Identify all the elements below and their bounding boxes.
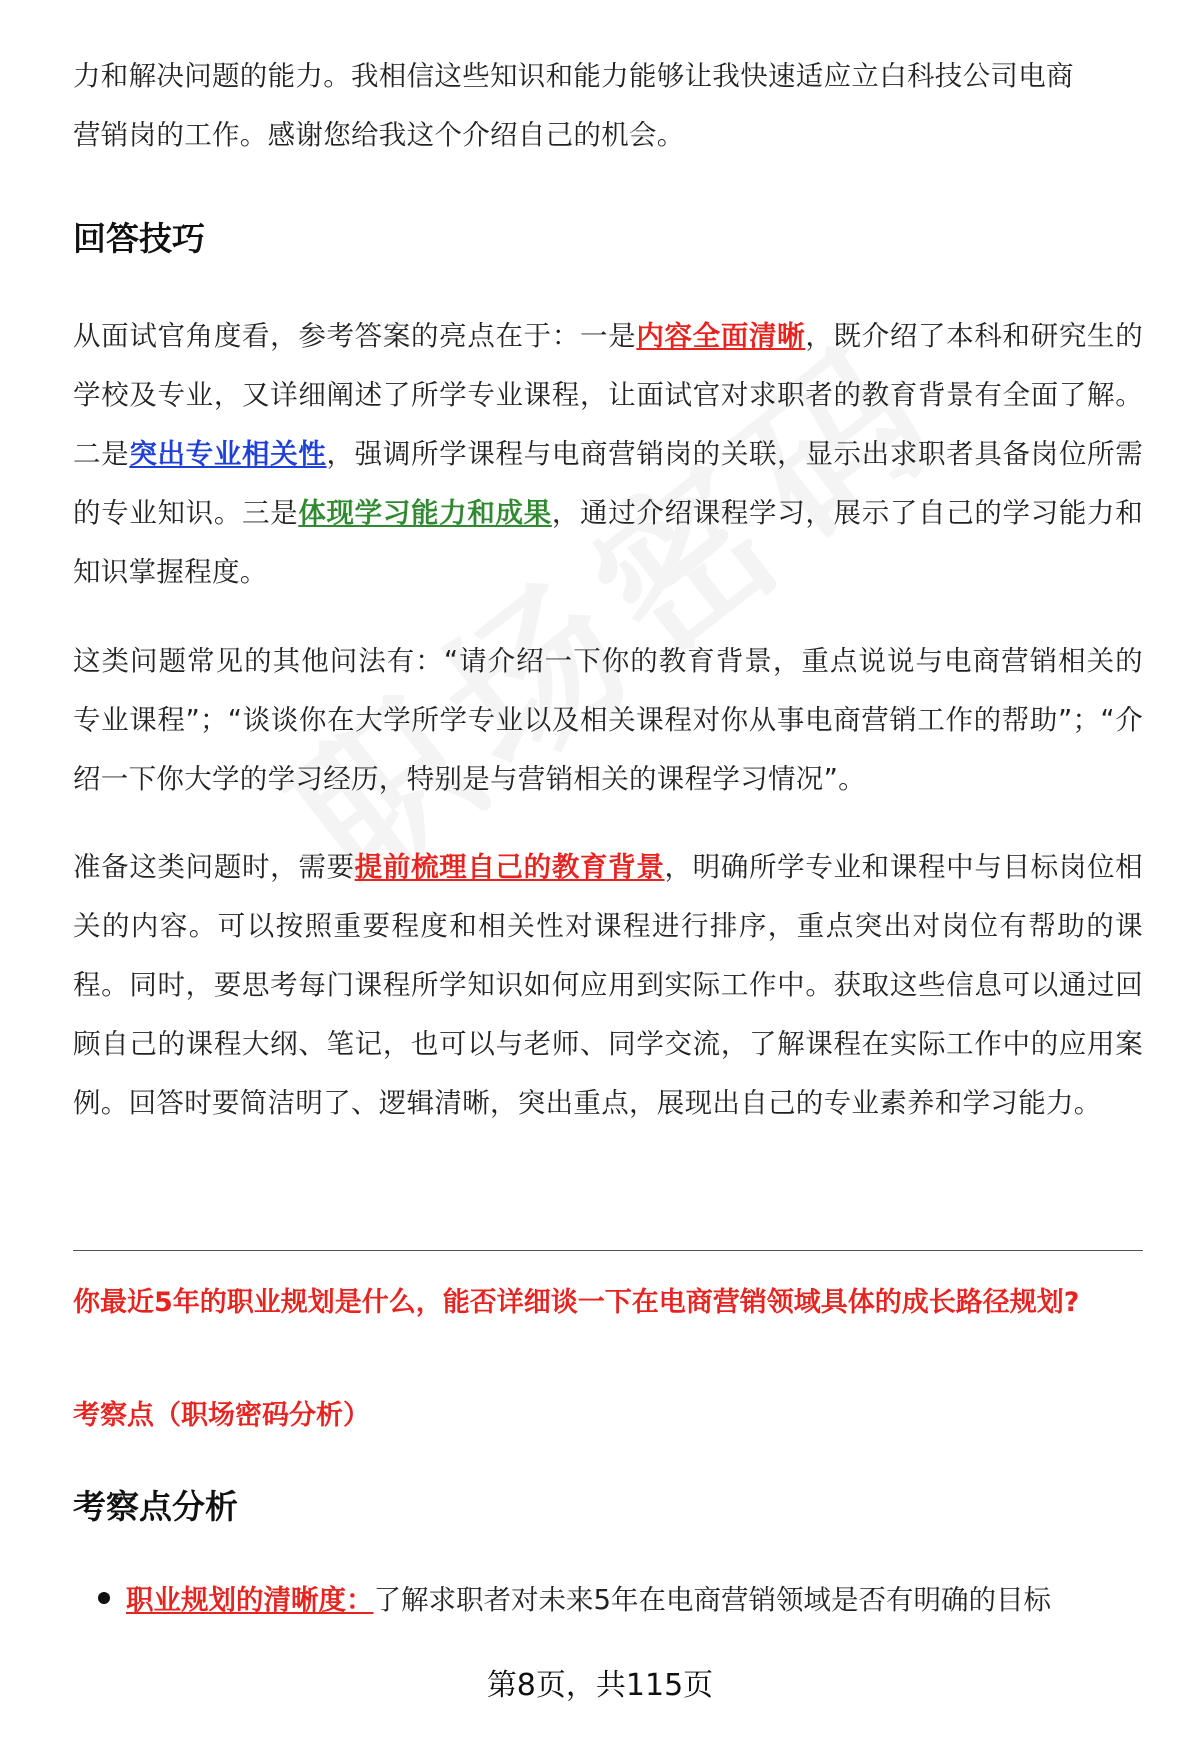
prep-text-2: ，明确所学专业和课程中与目标岗位相关的内容。可以按照重要程度和相关性对课程进行排序，重点突出对岗位有帮助的课程。同时，要思考每门课程所学知识如何应用到实际工作中。获取这些信息可以通过回顾自己的课程大纲、笔记，也可以与老师、同学交流，了解课程在实际工作中的应用案例。回答时要简洁明了、逻辑清晰，突出重点，展现出自己的专业素养和学习能力。 [73, 851, 1143, 1119]
tips-text-3: ，强调所学课程与电商营销岗的关联，显示出求职者具备岗位所需的专业知识。三是 [73, 438, 1143, 529]
bullet-text: 了解求职者对未来5年在电商营销领域是否有明确的目标 [373, 1584, 1051, 1616]
page-number: 第8页，共115页 [486, 1668, 714, 1703]
variants-paragraph: 这类问题常见的其他问法有：“请介绍一下你的教育背景，重点说说与电商营销相关的专业课程”；“谈谈你在大学所学专业以及相关课程对你从事电商营销工作的帮助”；“介绍一下你大学的学习经历，特别是与营销相关的课程学习情况”。 [73, 645, 1143, 795]
section-divider [73, 1250, 1143, 1251]
exam-point-label: 考察点（职场密码分析） [73, 1400, 370, 1431]
tips-text-4: ，通过介绍课程学习，展示了自己的学习能力和知识掌握程度。 [73, 497, 1143, 588]
bullet-dot-icon [98, 1592, 110, 1604]
intro-tail [73, 47, 1143, 165]
intro-line-1: 力和解决问题的能力。我相信这些知识和能力能够让我快速适应立白科技公司电商 [73, 60, 1074, 92]
tips-paragraph [73, 307, 1143, 602]
tips-heading: 回答技巧 [73, 219, 205, 258]
analysis-heading: 考察点分析 [73, 1487, 238, 1526]
tips-text-2: ，既介绍了本科和研究生的学校及专业，又详细阐述了所学专业课程，让面试官对求职者的教育背景有全面了解。二是 [73, 320, 1143, 470]
highlight-comprehensive: 内容全面清晰 [636, 320, 806, 352]
tips-text-1: 从面试官角度看，参考答案的亮点在于：一是 [73, 320, 637, 352]
highlight-education-background: 提前梳理自己的教育背景 [354, 851, 665, 883]
bullet-label: 职业规划的清晰度： [126, 1584, 374, 1616]
intro-line-2: 营销岗的工作。感谢您给我这个介绍自己的机会。 [73, 119, 685, 151]
prep-text-1: 准备这类问题时，需要 [73, 851, 355, 883]
highlight-relevance: 突出专业相关性 [129, 438, 327, 470]
next-question: 你最近5年的职业规划是什么，能否详细谈一下在电商营销领域具体的成长路径规划? [73, 1287, 1080, 1318]
list-item [98, 1578, 1148, 1622]
highlight-learning: 体现学习能力和成果 [298, 497, 552, 529]
prep-paragraph [73, 838, 1143, 1133]
